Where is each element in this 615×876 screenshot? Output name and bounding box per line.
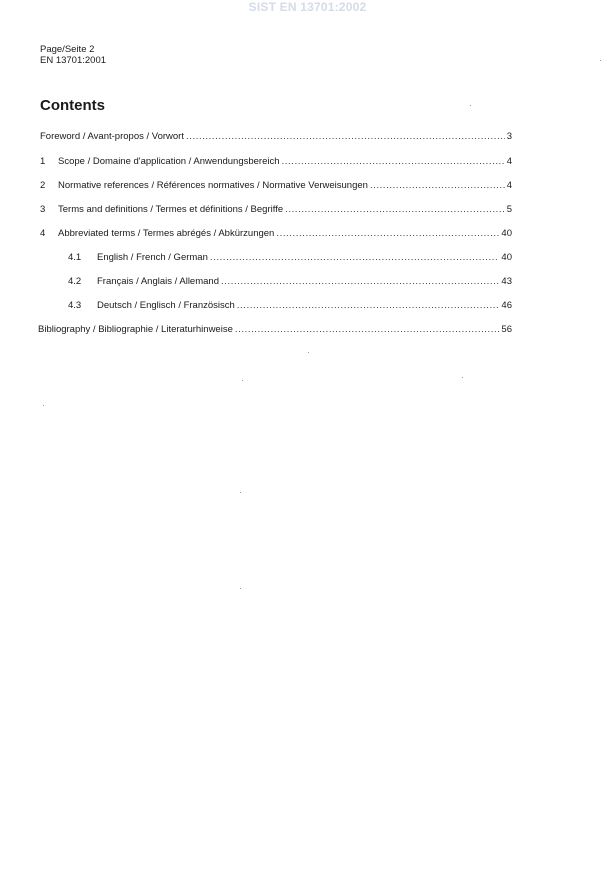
toc-entry-page: 40: [501, 228, 512, 239]
toc-entry-scope[interactable]: [40, 155, 512, 168]
toc-entry-text: Bibliography / Bibliographie / Literaturhinweise: [38, 324, 233, 335]
table-of-contents: [0, 130, 615, 370]
toc-dot-leader: [285, 203, 505, 216]
scan-speck: [240, 588, 241, 589]
scan-speck: [308, 352, 309, 353]
toc-entry-number: 2: [40, 180, 46, 191]
document-number: EN 13701:2001: [40, 55, 107, 66]
toc-entry-page: 4: [506, 180, 512, 191]
toc-entry-deutsch-englisch-franzosisch[interactable]: [68, 299, 512, 312]
toc-entry-number: 3: [40, 204, 46, 215]
scan-speck: [462, 377, 463, 378]
scan-speck: [242, 380, 243, 381]
contents-title: Contents: [40, 97, 105, 114]
toc-dot-leader: [186, 130, 505, 143]
scan-speck: [240, 492, 241, 493]
toc-entry-abbreviated-terms[interactable]: [40, 227, 512, 240]
toc-entry-text: Scope / Domaine d'application / Anwendungsbereich: [58, 156, 280, 167]
toc-entry-text: Deutsch / Englisch / Französisch: [97, 300, 235, 311]
toc-entry-page: 40: [501, 252, 512, 263]
toc-entry-page: 56: [501, 324, 512, 335]
page-label: Page/Seite 2: [40, 44, 95, 55]
toc-entry-page: 43: [501, 276, 512, 287]
scan-speck: [470, 105, 471, 106]
toc-dot-leader: [210, 251, 500, 264]
toc-dot-leader: [282, 155, 505, 168]
toc-entry-number: 4.1: [68, 252, 82, 263]
toc-entry-number: 4.2: [68, 276, 82, 287]
toc-entry-text: Abbreviated terms / Termes abrégés / Abkürzungen: [58, 228, 275, 239]
toc-entry-text: English / French / German: [97, 252, 208, 263]
page-header: [40, 44, 106, 66]
toc-entry-number: 4.3: [68, 300, 82, 311]
toc-entry-page: 3: [506, 131, 512, 142]
toc-entry-text: Normative references / Références normatives / Normative Verweisungen: [58, 180, 368, 191]
watermark: SIST EN 13701:2002: [248, 0, 367, 14]
toc-entry-text: Terms and definitions / Termes et définitions / Begriffe: [58, 204, 284, 215]
toc-entry-page: 46: [501, 300, 512, 311]
toc-dot-leader: [237, 299, 500, 312]
toc-dot-leader: [235, 323, 500, 336]
toc-entry-francais-anglais-allemand[interactable]: [68, 275, 512, 288]
toc-entry-text: Français / Anglais / Allemand: [97, 276, 219, 287]
toc-dot-leader: [370, 179, 505, 192]
scan-speck: [600, 60, 601, 61]
toc-entry-number: 4: [40, 228, 46, 239]
toc-dot-leader: [221, 275, 499, 288]
toc-entry-foreword[interactable]: [40, 130, 512, 143]
toc-entry-text: Foreword / Avant-propos / Vorwort: [40, 131, 184, 142]
toc-entry-normative-references[interactable]: [40, 179, 512, 192]
toc-entry-terms-definitions[interactable]: [40, 203, 512, 216]
toc-entry-page: 4: [506, 156, 512, 167]
toc-entry-bibliography[interactable]: [38, 323, 512, 336]
scan-speck: [43, 405, 44, 406]
toc-entry-number: 1: [40, 156, 46, 167]
toc-dot-leader: [276, 227, 499, 240]
toc-entry-english-french-german[interactable]: [68, 251, 512, 264]
toc-entry-page: 5: [506, 204, 512, 215]
